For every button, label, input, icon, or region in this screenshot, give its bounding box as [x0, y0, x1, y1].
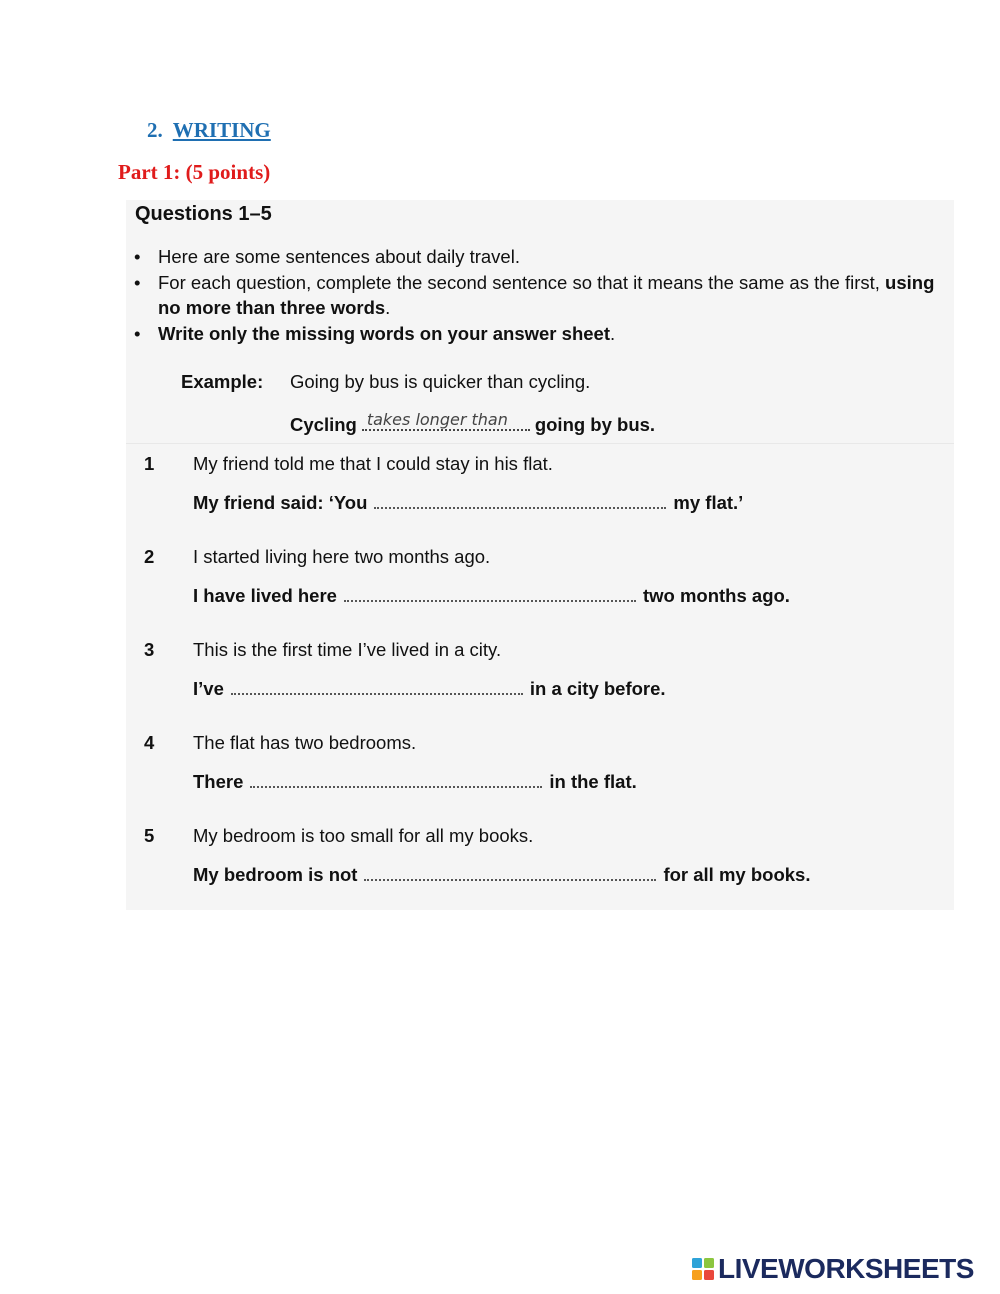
instructions-list	[133, 244, 948, 346]
question-number: 5	[144, 825, 155, 846]
liveworksheets-logo-icon	[692, 1258, 714, 1280]
question-number: 3	[144, 639, 155, 660]
example-answer-line	[290, 410, 656, 436]
example-sentence: Going by bus is quicker than cycling.	[290, 371, 591, 392]
answer-blank[interactable]	[344, 586, 636, 602]
example-answer-blank	[362, 410, 530, 431]
section-number: 2.	[147, 118, 163, 142]
question-sentence: This is the first time I’ve lived in a city.	[193, 639, 502, 660]
answer-blank[interactable]	[250, 772, 542, 788]
brand-name: LIVEWORKSHEETS	[718, 1253, 974, 1284]
answer-blank[interactable]	[231, 679, 523, 695]
example-answer: takes longer than	[366, 410, 508, 429]
example-suffix: going by bus.	[534, 414, 656, 435]
questions-panel	[126, 200, 954, 910]
question-sentence: I started living here two months ago.	[193, 546, 491, 567]
instruction-item: • For each question, complete the second sentence so that it means the same as the first, using no more than three words.	[133, 270, 948, 321]
question-answer-line: I have lived here two months ago.	[193, 585, 790, 606]
panel-divider	[126, 443, 954, 444]
instruction-item: • Here are some sentences about daily travel.	[133, 244, 948, 270]
answer-blank[interactable]	[364, 865, 656, 881]
question-number: 4	[144, 732, 155, 753]
question-number: 1	[144, 453, 155, 474]
section-title: WRITING	[172, 118, 271, 142]
example-prefix: Cycling	[290, 414, 357, 435]
question-answer-line: I’ve in a city before.	[193, 678, 666, 699]
question-sentence: My bedroom is too small for all my books.	[193, 825, 534, 846]
question-sentence: The flat has two bedrooms.	[193, 732, 417, 753]
example-label: Example:	[181, 371, 264, 392]
question-sentence: My friend told me that I could stay in his flat.	[193, 453, 553, 474]
instruction-item: • Write only the missing words on your answer sheet.	[133, 321, 948, 347]
question-number: 2	[144, 546, 155, 567]
brand-logo	[692, 1253, 974, 1285]
question-answer-line: There in the flat.	[193, 771, 637, 792]
part-heading: Part 1: (5 points)	[118, 160, 271, 184]
question-answer-line: My friend said: ‘You my flat.’	[193, 492, 744, 513]
question-answer-line: My bedroom is not for all my books.	[193, 864, 811, 885]
section-heading	[147, 118, 271, 143]
answer-blank[interactable]	[374, 493, 666, 509]
questions-title: Questions 1–5	[135, 203, 272, 225]
